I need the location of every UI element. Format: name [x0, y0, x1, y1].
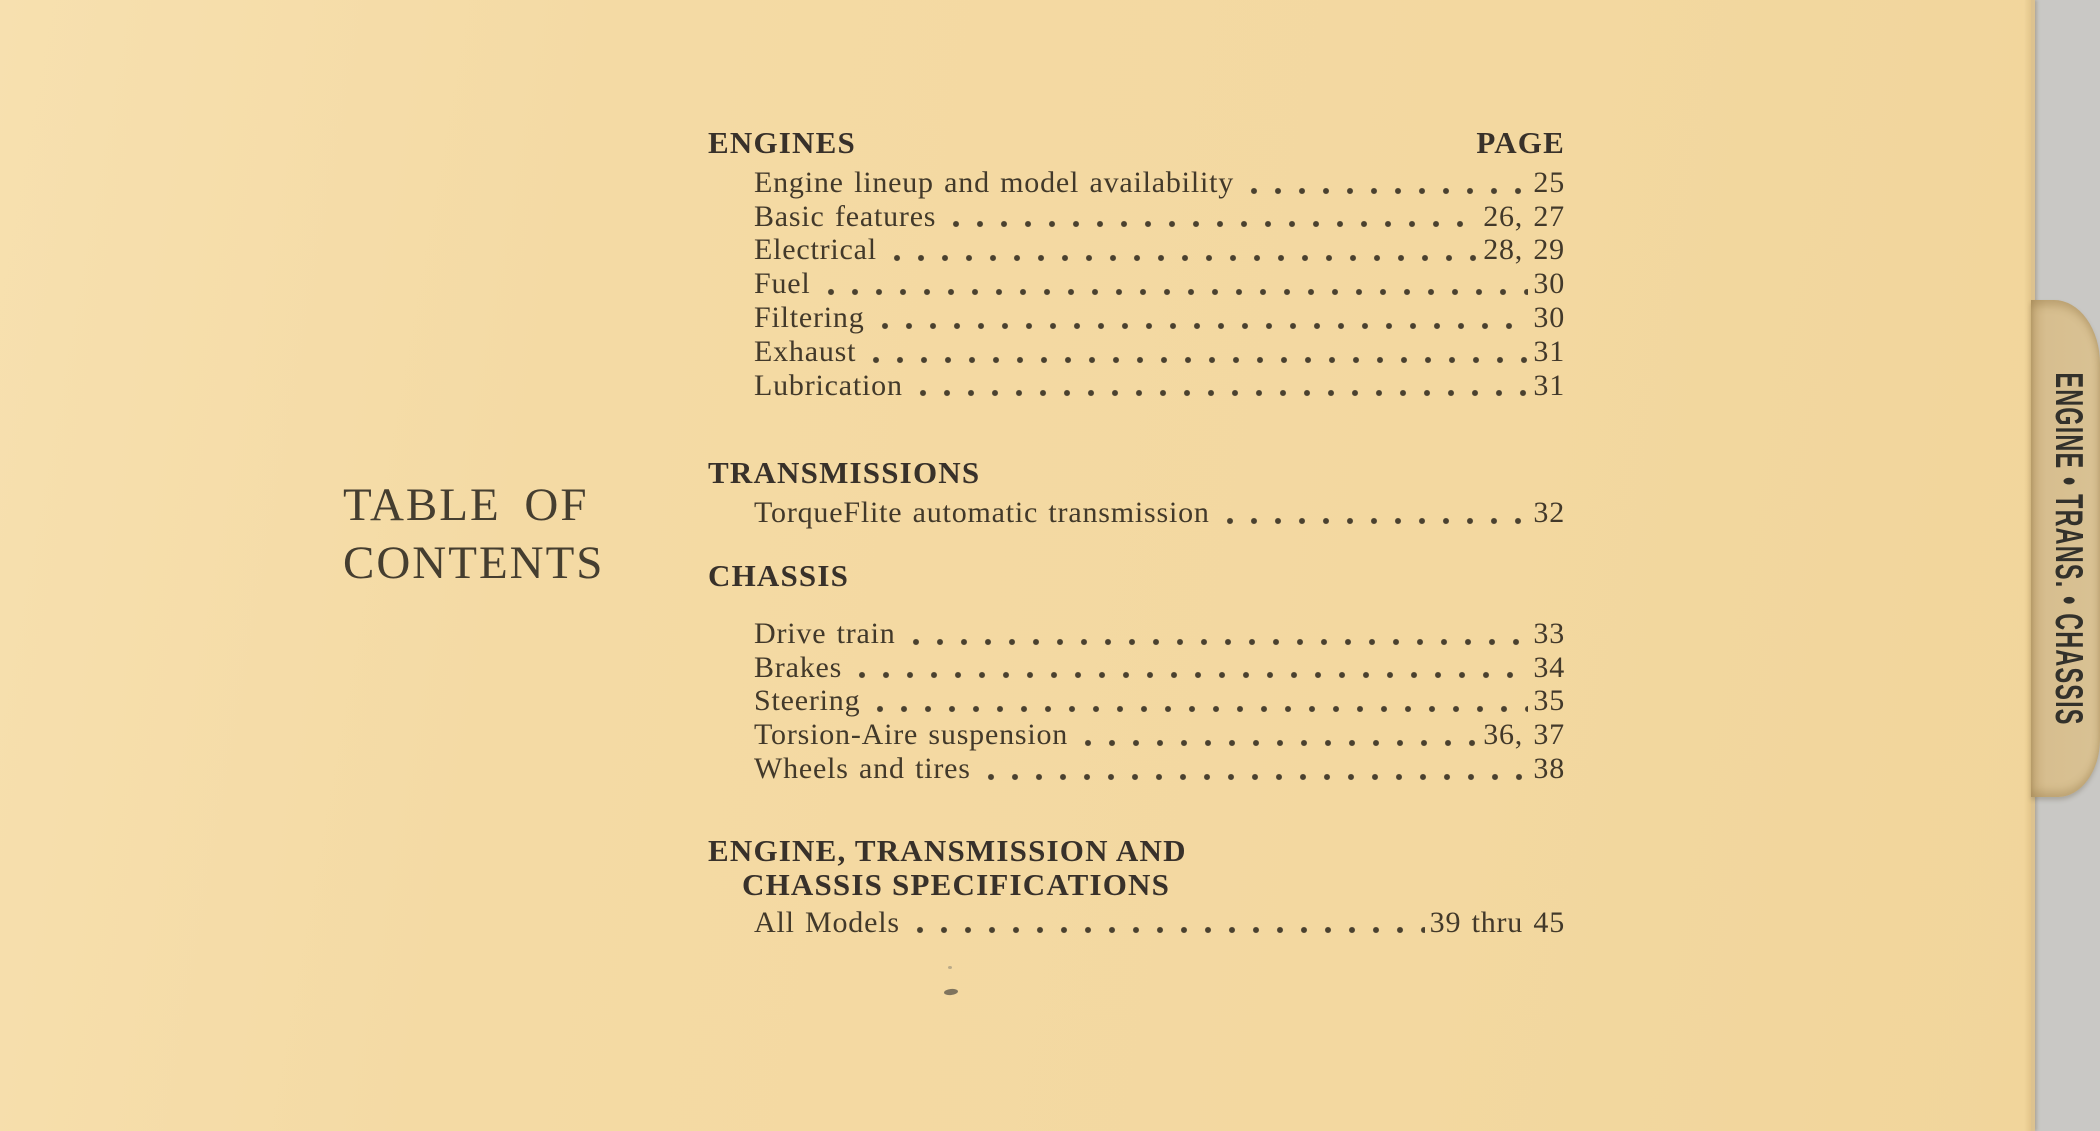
- toc-row: [754, 752, 1565, 786]
- dot-leader: [1218, 496, 1529, 530]
- toc-section-chassis: [708, 559, 1565, 786]
- page-number: 31: [1533, 334, 1565, 368]
- dot-leader: [911, 369, 1529, 403]
- entry-title: Lubrication: [754, 368, 903, 402]
- entry-list: [708, 906, 1565, 940]
- dot-leader: [850, 651, 1528, 685]
- toc-row: [754, 496, 1565, 530]
- entry-title: Torsion-Aire suspension: [754, 718, 1069, 752]
- page-number: 30: [1533, 267, 1565, 301]
- index-tab: [2031, 300, 2100, 797]
- toc-row: [754, 335, 1565, 369]
- page-number: 26, 27: [1483, 199, 1565, 233]
- toc-row: [754, 617, 1565, 651]
- section-heading-row: [708, 868, 1565, 902]
- toc-section-specifications: [708, 834, 1565, 939]
- dot-leader: [868, 684, 1528, 718]
- dot-leader: [979, 752, 1529, 786]
- entry-list: [708, 617, 1565, 786]
- page-number: 25: [1533, 165, 1565, 199]
- dot-leader: [1076, 718, 1478, 752]
- dot-leader: [904, 617, 1529, 651]
- dot-leader: [864, 335, 1528, 369]
- toc-row: [754, 233, 1565, 267]
- section-heading: ENGINES: [708, 125, 856, 160]
- entry-title: Exhaust: [754, 334, 857, 368]
- dot-leader: [908, 906, 1425, 940]
- entry-title: Wheels and tires: [754, 751, 971, 785]
- entry-list: [708, 496, 1565, 530]
- toc-section-transmissions: [708, 456, 1565, 530]
- section-heading-row: [708, 126, 1565, 160]
- dot-leader: [944, 200, 1478, 234]
- entry-title: Drive train: [754, 616, 896, 650]
- toc-row: [754, 301, 1565, 335]
- page-number: 39 thru 45: [1429, 905, 1565, 939]
- entry-title: Steering: [754, 684, 861, 718]
- toc-row: [754, 267, 1565, 301]
- section-heading: CHASSIS: [708, 558, 850, 593]
- entry-title: TorqueFlite automatic transmission: [754, 495, 1210, 529]
- page-title: [343, 477, 604, 592]
- entry-title: Engine lineup and model availability: [754, 165, 1235, 199]
- section-heading-row: [708, 456, 1565, 490]
- entry-title: Filtering: [754, 300, 865, 334]
- toc-row: [754, 166, 1565, 200]
- page-number: 28, 29: [1483, 233, 1565, 267]
- page-column-label: PAGE: [1476, 125, 1565, 160]
- toc-row: [754, 718, 1565, 752]
- page-number: 30: [1533, 300, 1565, 334]
- toc-row: [754, 906, 1565, 940]
- dot-leader: [873, 301, 1529, 335]
- page-number: 33: [1533, 616, 1565, 650]
- toc-section-engines: [708, 126, 1565, 402]
- ink-speck: [948, 966, 952, 969]
- page-number: 36, 37: [1483, 718, 1565, 752]
- page-number: 32: [1533, 495, 1565, 529]
- toc-row: [754, 684, 1565, 718]
- page-number: 34: [1533, 650, 1565, 684]
- entry-title: Basic features: [754, 199, 937, 233]
- dot-leader: [819, 267, 1529, 301]
- entry-title: Fuel: [754, 267, 811, 301]
- section-heading: TRANSMISSIONS: [708, 455, 981, 490]
- entry-title: Electrical: [754, 233, 877, 267]
- dot-leader: [1242, 166, 1528, 200]
- dot-leader: [885, 233, 1478, 267]
- toc-row: [754, 200, 1565, 234]
- entry-title: Brakes: [754, 650, 843, 684]
- entry-list: [708, 166, 1565, 403]
- index-tab-label: ENGINE • TRANS. • CHASSIS: [2047, 371, 2091, 726]
- section-heading-row: [708, 559, 1565, 593]
- toc-row: [754, 369, 1565, 403]
- section-heading-line-2: CHASSIS SPECIFICATIONS: [742, 866, 1171, 902]
- page-number: 35: [1533, 684, 1565, 718]
- section-heading-row: [708, 834, 1565, 868]
- page-number: 38: [1533, 751, 1565, 785]
- page-title-line-2: CONTENTS: [343, 536, 605, 589]
- entry-title: All Models: [754, 905, 900, 939]
- section-heading-line-1: ENGINE, TRANSMISSION AND: [708, 833, 1187, 868]
- page-number: 31: [1533, 368, 1565, 402]
- page-title-line-1: TABLE OF: [343, 479, 589, 531]
- toc-row: [754, 651, 1565, 685]
